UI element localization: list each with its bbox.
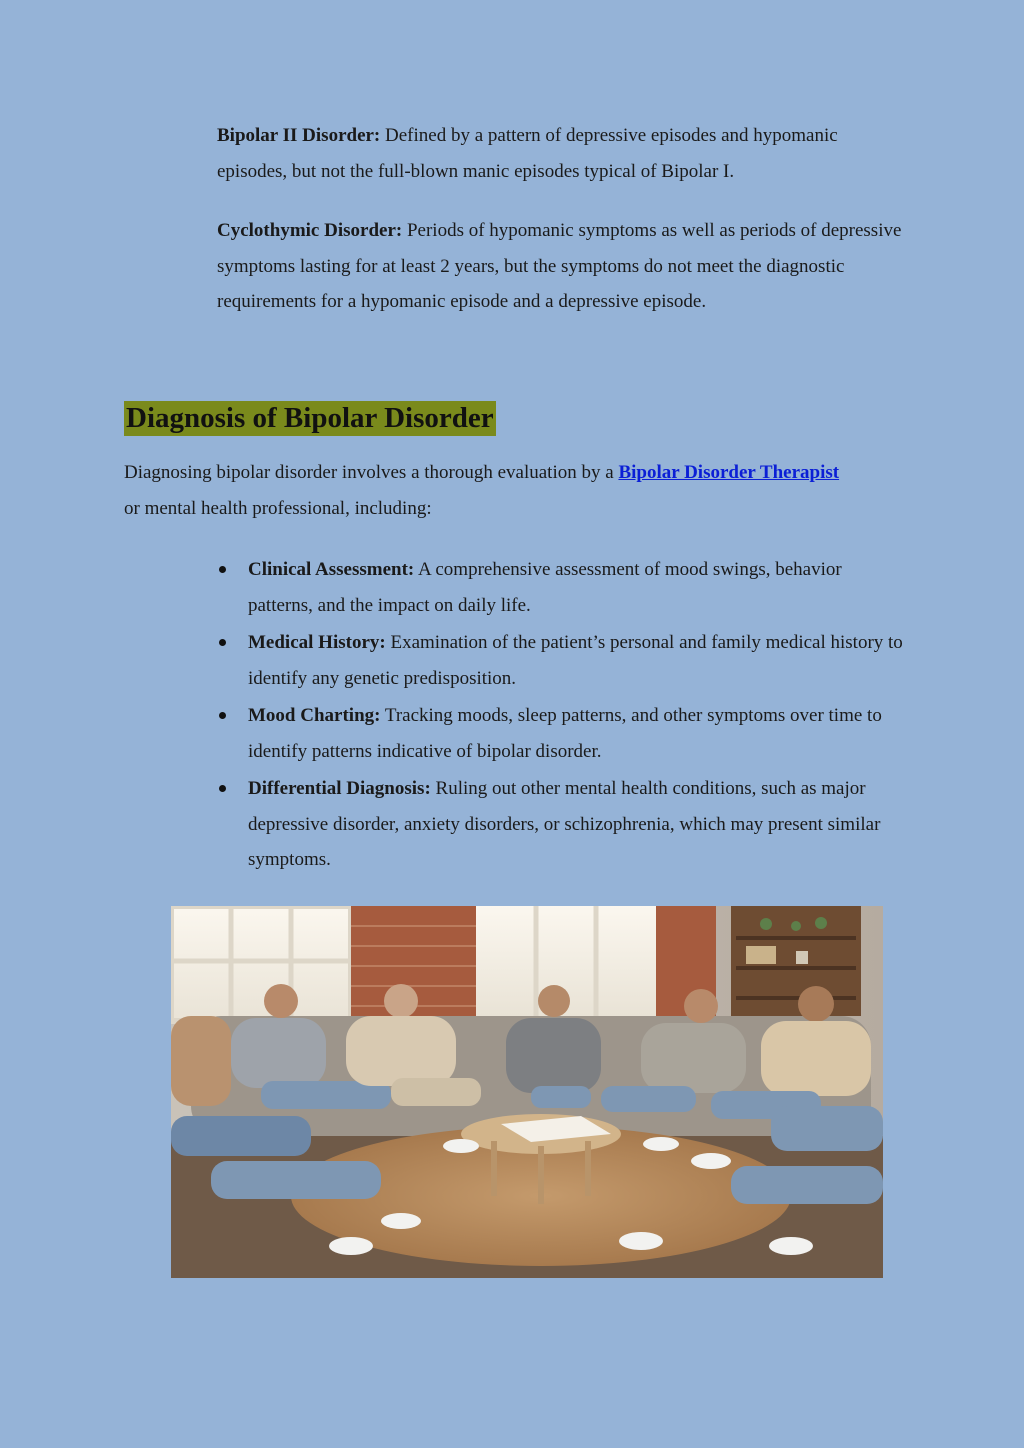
bipolar-ii-term: Bipolar II Disorder: — [217, 125, 381, 146]
diagnosis-heading: Diagnosis of Bipolar Disorder — [126, 402, 494, 434]
bipolar-therapist-link[interactable]: Bipolar Disorder Therapist — [618, 462, 840, 483]
diagnosis-list — [248, 552, 908, 880]
cyclothymic-term: Cyclothymic Disorder: — [217, 220, 403, 241]
list-item — [248, 625, 908, 696]
bullet-icon — [219, 639, 226, 646]
list-item-term: Mood Charting: — [248, 705, 381, 726]
bullet-icon — [219, 566, 226, 573]
diagnosis-intro — [124, 455, 844, 526]
list-item — [248, 771, 908, 878]
bullet-icon — [219, 785, 226, 792]
cyclothymic-text: Periods of hypomanic symptoms as well as periods of depressive symptoms lasting for at least 2 years, but the symptoms do not meet the diagnostic requirements for a hypomanic episode and a depressive episode. — [217, 220, 902, 312]
list-item-text: A comprehensive assessment of mood swings, behavior patterns, and the impact on daily life. — [248, 559, 842, 616]
list-item-term: Clinical Assessment: — [248, 559, 415, 580]
intro-text-before: Diagnosing bipolar disorder involves a thorough evaluation by a — [124, 462, 619, 483]
bipolar-ii-text: Defined by a pattern of depressive episodes and hypomanic episodes, but not the full-blown manic episodes typical of Bipolar I. — [217, 125, 838, 182]
list-item — [248, 552, 908, 623]
list-item-text: Examination of the patient’s personal and family medical history to identify any genetic predisposition. — [248, 632, 903, 689]
list-item — [248, 698, 908, 769]
bullet-icon — [219, 712, 226, 719]
group-therapy-photo — [171, 906, 883, 1278]
list-item-text: Ruling out other mental health conditions, such as major depressive disorder, anxiety disorders, or schizophrenia, which may present similar symptoms. — [248, 778, 881, 870]
list-item-text: Tracking moods, sleep patterns, and other symptoms over time to identify patterns indicative of bipolar disorder. — [248, 705, 882, 762]
list-item-term: Medical History: — [248, 632, 386, 653]
intro-text-after: or mental health professional, including: — [124, 497, 432, 519]
bipolar-ii-paragraph — [217, 118, 907, 189]
list-item-term: Differential Diagnosis: — [248, 778, 431, 799]
cyclothymic-paragraph — [217, 213, 907, 320]
